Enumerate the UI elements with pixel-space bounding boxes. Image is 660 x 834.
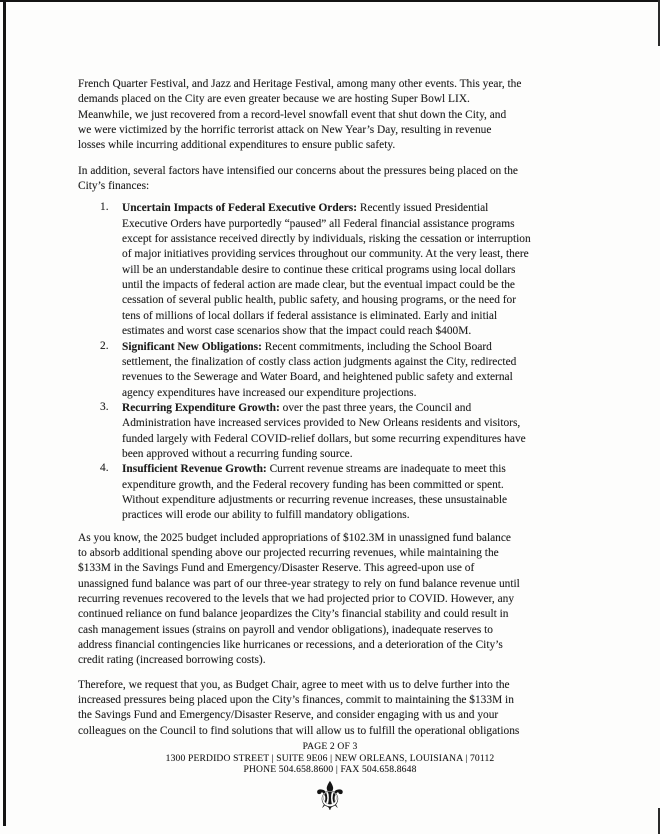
letter-body bbox=[78, 77, 585, 739]
paragraph-factors bbox=[78, 164, 585, 195]
text-line: losses while incurring additional expenditures to ensure public safety. bbox=[78, 139, 396, 152]
text-line: will be an understandable desire to continue these critical programs using local dollars bbox=[122, 263, 516, 276]
text-line bbox=[122, 462, 585, 477]
list-item-first-line: over the past three years, the Council and bbox=[282, 401, 472, 414]
list-item-title: Insufficient Revenue Growth: bbox=[122, 463, 267, 476]
text-line: cessation of several public health, public safety, and housing programs, or the need for bbox=[122, 294, 517, 307]
list-item-lines bbox=[122, 217, 585, 340]
list-item-title: Significant New Obligations: bbox=[122, 340, 262, 353]
text-line: colleagues on the Council to find solutions that will allow us to fulfill the operational obligations bbox=[78, 724, 520, 737]
text-line: except for assistance received directly by individuals, risking the cessation or interruption bbox=[122, 233, 531, 246]
list-item-number: 3. bbox=[100, 400, 109, 413]
text-line: the Savings Fund and Emergency/Disaster Reserve, and consider engaging with us and your bbox=[78, 709, 499, 722]
text-line: City’s finances: bbox=[78, 180, 150, 193]
text-line bbox=[122, 401, 585, 416]
list-item-body bbox=[122, 401, 585, 462]
list-item-3 bbox=[100, 401, 585, 462]
text-line: settlement, the finalization of costly class action judgments against the City, redirected bbox=[122, 355, 517, 368]
list-item-lines bbox=[122, 416, 585, 462]
list-item-body bbox=[122, 340, 585, 401]
text-line: we were victimized by the horrific terrorist attack on New Year’s Day, resulting in revenue bbox=[78, 124, 492, 137]
text-line: estimates and worst case scenarios show that the impact could reach $400M. bbox=[122, 325, 472, 338]
paragraph-intro bbox=[78, 77, 585, 154]
text-line: increased pressures being placed upon the City’s finances, commit to maintaining the $133M in bbox=[78, 694, 514, 707]
list-item-2 bbox=[100, 340, 585, 401]
text-line: continued reliance on fund balance jeopardizes the City’s financial stability and could result in bbox=[78, 608, 509, 621]
text-line: French Quarter Festival, and Jazz and Heritage Festival, among many other events. This year, the bbox=[78, 78, 522, 90]
list-item-body bbox=[122, 462, 585, 523]
list-item-title: Recurring Expenditure Growth: bbox=[122, 401, 280, 414]
footer-page-indicator: PAGE 2 OF 3 bbox=[302, 741, 358, 752]
text-line: Without expenditure adjustments or recurring revenue increases, these unsustainable bbox=[122, 493, 508, 506]
list-item-first-line: Recent commitments, including the School Board bbox=[264, 340, 492, 353]
text-line: expenditure growth, and the Federal recovery funding has been committed or spent. bbox=[122, 478, 504, 491]
list-item-number: 2. bbox=[100, 339, 109, 352]
paragraph-budget bbox=[78, 531, 585, 669]
footer-address: 1300 PERDIDO STREET | SUITE 9E06 | NEW ORLEANS, LOUISIANA | 70112 bbox=[165, 752, 495, 764]
text-line: revenues to the Sewerage and Water Board, and heightened public safety and external bbox=[122, 371, 513, 384]
paragraph-request bbox=[78, 678, 585, 739]
text-line: recurring revenues recovered to the levels that we had projected prior to COVID. However, any bbox=[78, 593, 515, 605]
letter-footer bbox=[0, 741, 660, 820]
text-line: been approved without a recurring funding source. bbox=[122, 447, 353, 460]
text-line bbox=[122, 340, 585, 355]
text-line: funded largely with Federal COVID-relief dollars, but some recurring expenditures have bbox=[122, 432, 526, 445]
text-line: tens of millions of local dollars if federal assistance is eliminated. Early and initial bbox=[122, 309, 498, 322]
list-item-number: 1. bbox=[100, 201, 109, 214]
list-item-number: 4. bbox=[100, 462, 109, 475]
list-item-title: Uncertain Impacts of Federal Executive Orders: bbox=[122, 202, 358, 215]
text-line: Administration have increased services provided to New Orleans residents and visitors, bbox=[122, 417, 521, 430]
text-line: practices will erode our ability to fulfill mandatory obligations. bbox=[122, 509, 410, 522]
text-line: credit rating (increased borrowing costs). bbox=[78, 654, 266, 667]
list-item-1 bbox=[100, 201, 585, 339]
list-item-lines bbox=[122, 355, 585, 401]
fleur-de-lis-icon: ⚜ bbox=[311, 773, 348, 820]
text-line: agency expenditures have increased our expenditure projections. bbox=[122, 386, 417, 399]
text-line: Executive Orders have purportedly “paused” all Federal financial assistance programs bbox=[122, 217, 515, 230]
list-item-body bbox=[122, 201, 585, 339]
text-line: demands placed on the City are even greater because we are hosting Super Bowl LIX. bbox=[78, 93, 470, 106]
list-item-first-line: Recently issued Presidential bbox=[359, 202, 489, 215]
text-line: to absorb additional spending above our projected recurring revenues, while maintaining the bbox=[78, 546, 499, 559]
text-line: of major initiatives providing services throughout our community. At the very least, there bbox=[122, 248, 529, 261]
text-line: address financial contingencies like hurricanes or recessions, and a deterioration of the City’s bbox=[78, 639, 503, 652]
scan-edge-left bbox=[3, 0, 6, 826]
numbered-list bbox=[78, 201, 585, 523]
text-line: As you know, the 2025 budget included appropriations of $102.3M in unassigned fund balance bbox=[78, 531, 511, 544]
text-line: In addition, several factors have intensified our concerns about the pressures being placed on the bbox=[78, 164, 518, 177]
footer-phone-fax: PHONE 504.658.8600 | FAX 504.658.8648 bbox=[243, 764, 417, 776]
text-line: Meanwhile, we just recovered from a record-level snowfall event that shut down the City, and bbox=[78, 108, 507, 121]
list-item-lines bbox=[122, 478, 585, 524]
text-line: Therefore, we request that you, as Budget Chair, agree to meet with us to delve further into the bbox=[78, 678, 510, 691]
text-line bbox=[122, 201, 585, 216]
list-item-4 bbox=[100, 462, 585, 523]
text-line: cash management issues (strains on payroll and vendor obligations), inadequate reserves to bbox=[78, 623, 494, 636]
text-line: until the impacts of federal action are made clear, but the eventual impact could be the bbox=[122, 279, 515, 292]
text-line: $133M in the Savings Fund and Emergency/Disaster Reserve. This agreed-upon use of bbox=[78, 562, 475, 575]
list-item-first-line: Current revenue streams are inadequate to meet this bbox=[269, 463, 506, 476]
text-line: unassigned fund balance was part of our three-year strategy to rely on fund balance revenue until bbox=[78, 577, 520, 590]
scan-edge-top bbox=[0, 0, 660, 2]
